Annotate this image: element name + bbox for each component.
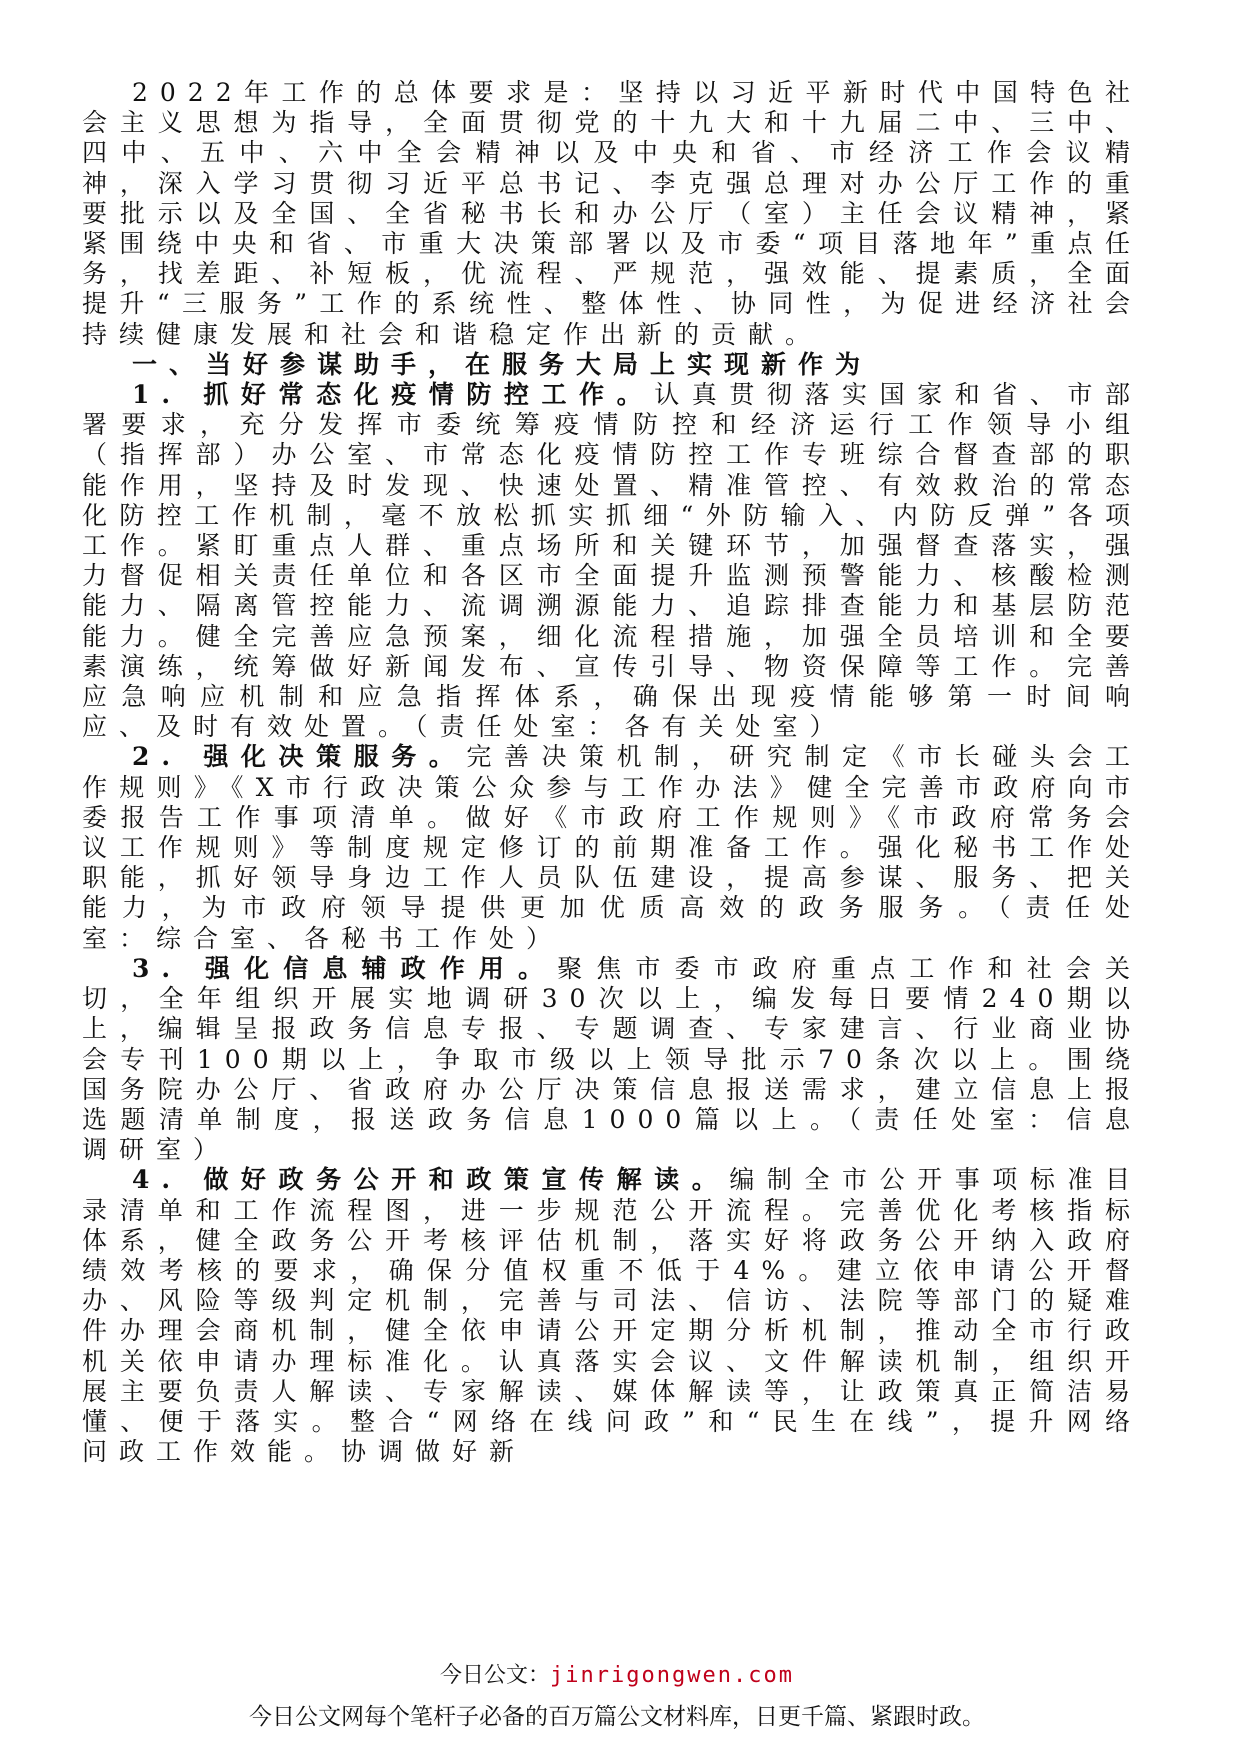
- footer-slogan: 今日公文网每个笔杆子必备的百万篇公文材料库，日更千篇、紧跟时政。: [249, 1704, 985, 1730]
- item-paragraph: [82, 1165, 1142, 1467]
- item-body: 认真贯彻落实国家和省、市部署要求，充分发挥市委统筹疫情防控和经济运行工作领导小组（指挥部）办公室、市常态化疫情防控工作专班综合督查部的职能作用，坚持及时发现、快速处置、精准管控、有效救治的常态化防控工作机制，毫不放松抓实抓细“外防输入、内防反弹”各项工作。紧盯重点人群、重点场所和关键环节，加强督查落实，强力督促相关责任单位和各区市全面提升监测预警能力、核酸检测能力、隔离管控能力、流调溯源能力、追踪排查能力和基层防范能力。健全完善应急预案，细化流程措施，加强全员培训和全要素演练，统筹做好新闻发布、宣传引导、物资保障等工作。完善应急响应机制和应急指挥体系，确保出现疫情能够第一时间响应、及时有效处置。（责任处室：各有关处室）: [82, 380, 1142, 742]
- item-paragraph: [82, 380, 1142, 742]
- document-body: [82, 78, 1142, 1467]
- item-paragraph: [82, 742, 1142, 953]
- footer-site-link[interactable]: jinrigongwen.com: [550, 1663, 794, 1688]
- intro-paragraph: 2022年工作的总体要求是：坚持以习近平新时代中国特色社会主义思想为指导，全面贯彻党的十九大和十九届二中、三中、四中、五中、六中全会精神以及中央和省、市经济工作会议精神，深入学习贯彻习近平总书记、李克强总理对办公厅工作的重要批示以及全国、全省秘书长和办公厅（室）主任会议精神，紧紧围绕中央和省、市重大决策部署以及市委“项目落地年”重点任务，找差距、补短板，优流程、严规范，强效能、提素质，全面提升“三服务”工作的系统性、整体性、协同性，为促进经济社会持续健康发展和社会和谐稳定作出新的贡献。: [82, 78, 1142, 349]
- item-paragraph: [82, 954, 1142, 1165]
- section-heading: 一、当好参谋助手，在服务大局上实现新作为: [132, 349, 873, 379]
- item-body: 完善决策机制，研究制定《市长碰头会工作规则》《X市行政决策公众参与工作办法》健全完善市政府向市委报告工作事项清单。做好《市政府工作规则》《市政府常务会议工作规则》等制度规定修订的前期准备工作。强化秘书工作处职能，抓好领导身边工作人员队伍建设，提高参谋、服务、把关能力，为市政府领导提供更加优质高效的政务服务。（责任处室：综合室、各秘书工作处）: [82, 742, 1142, 953]
- item-lead: 1. 抓好常态化疫情防控工作。: [132, 380, 655, 410]
- item-lead: 3. 强化信息辅政作用。: [132, 953, 558, 983]
- item-body: 编制全市公开事项标准目录清单和工作流程图，进一步规范公开流程。完善优化考核指标体系，健全政务公开考核评估机制，落实好将政务公开纳入政府绩效考核的要求，确保分值权重不低于4%。建立依申请公开督办、风险等级判定机制，完善与司法、信访、法院等部门的疑难件办理会商机制，健全依申请公开定期分析机制，推动全市行政机关依申请办理标准化。认真落实会议、文件解读机制，组织开展主要负责人解读、专家解读、媒体解读等，让政策真正简洁易懂、便于落实。整合“网络在线问政”和“民生在线”，提升网络问政工作效能。协调做好新: [82, 1165, 1142, 1467]
- item-lead: 4. 做好政务公开和政策宣传解读。: [132, 1165, 730, 1195]
- item-lead: 2. 强化决策服务。: [132, 742, 467, 772]
- footer-label: 今日公文：: [440, 1663, 551, 1688]
- footer-source: [0, 1662, 1234, 1690]
- item-body: 聚焦市委市政府重点工作和社会关切，全年组织开展实地调研30次以上，编发每日要情240期以上，编辑呈报政务信息专报、专题调查、专家建言、行业商业协会专刊100期以上，争取市级以上领导批示70条次以上。围绕国务院办公厅、省政府办公厅决策信息报送需求，建立信息上报选题清单制度，报送政务信息1000篇以上。（责任处室：信息调研室）: [82, 953, 1142, 1165]
